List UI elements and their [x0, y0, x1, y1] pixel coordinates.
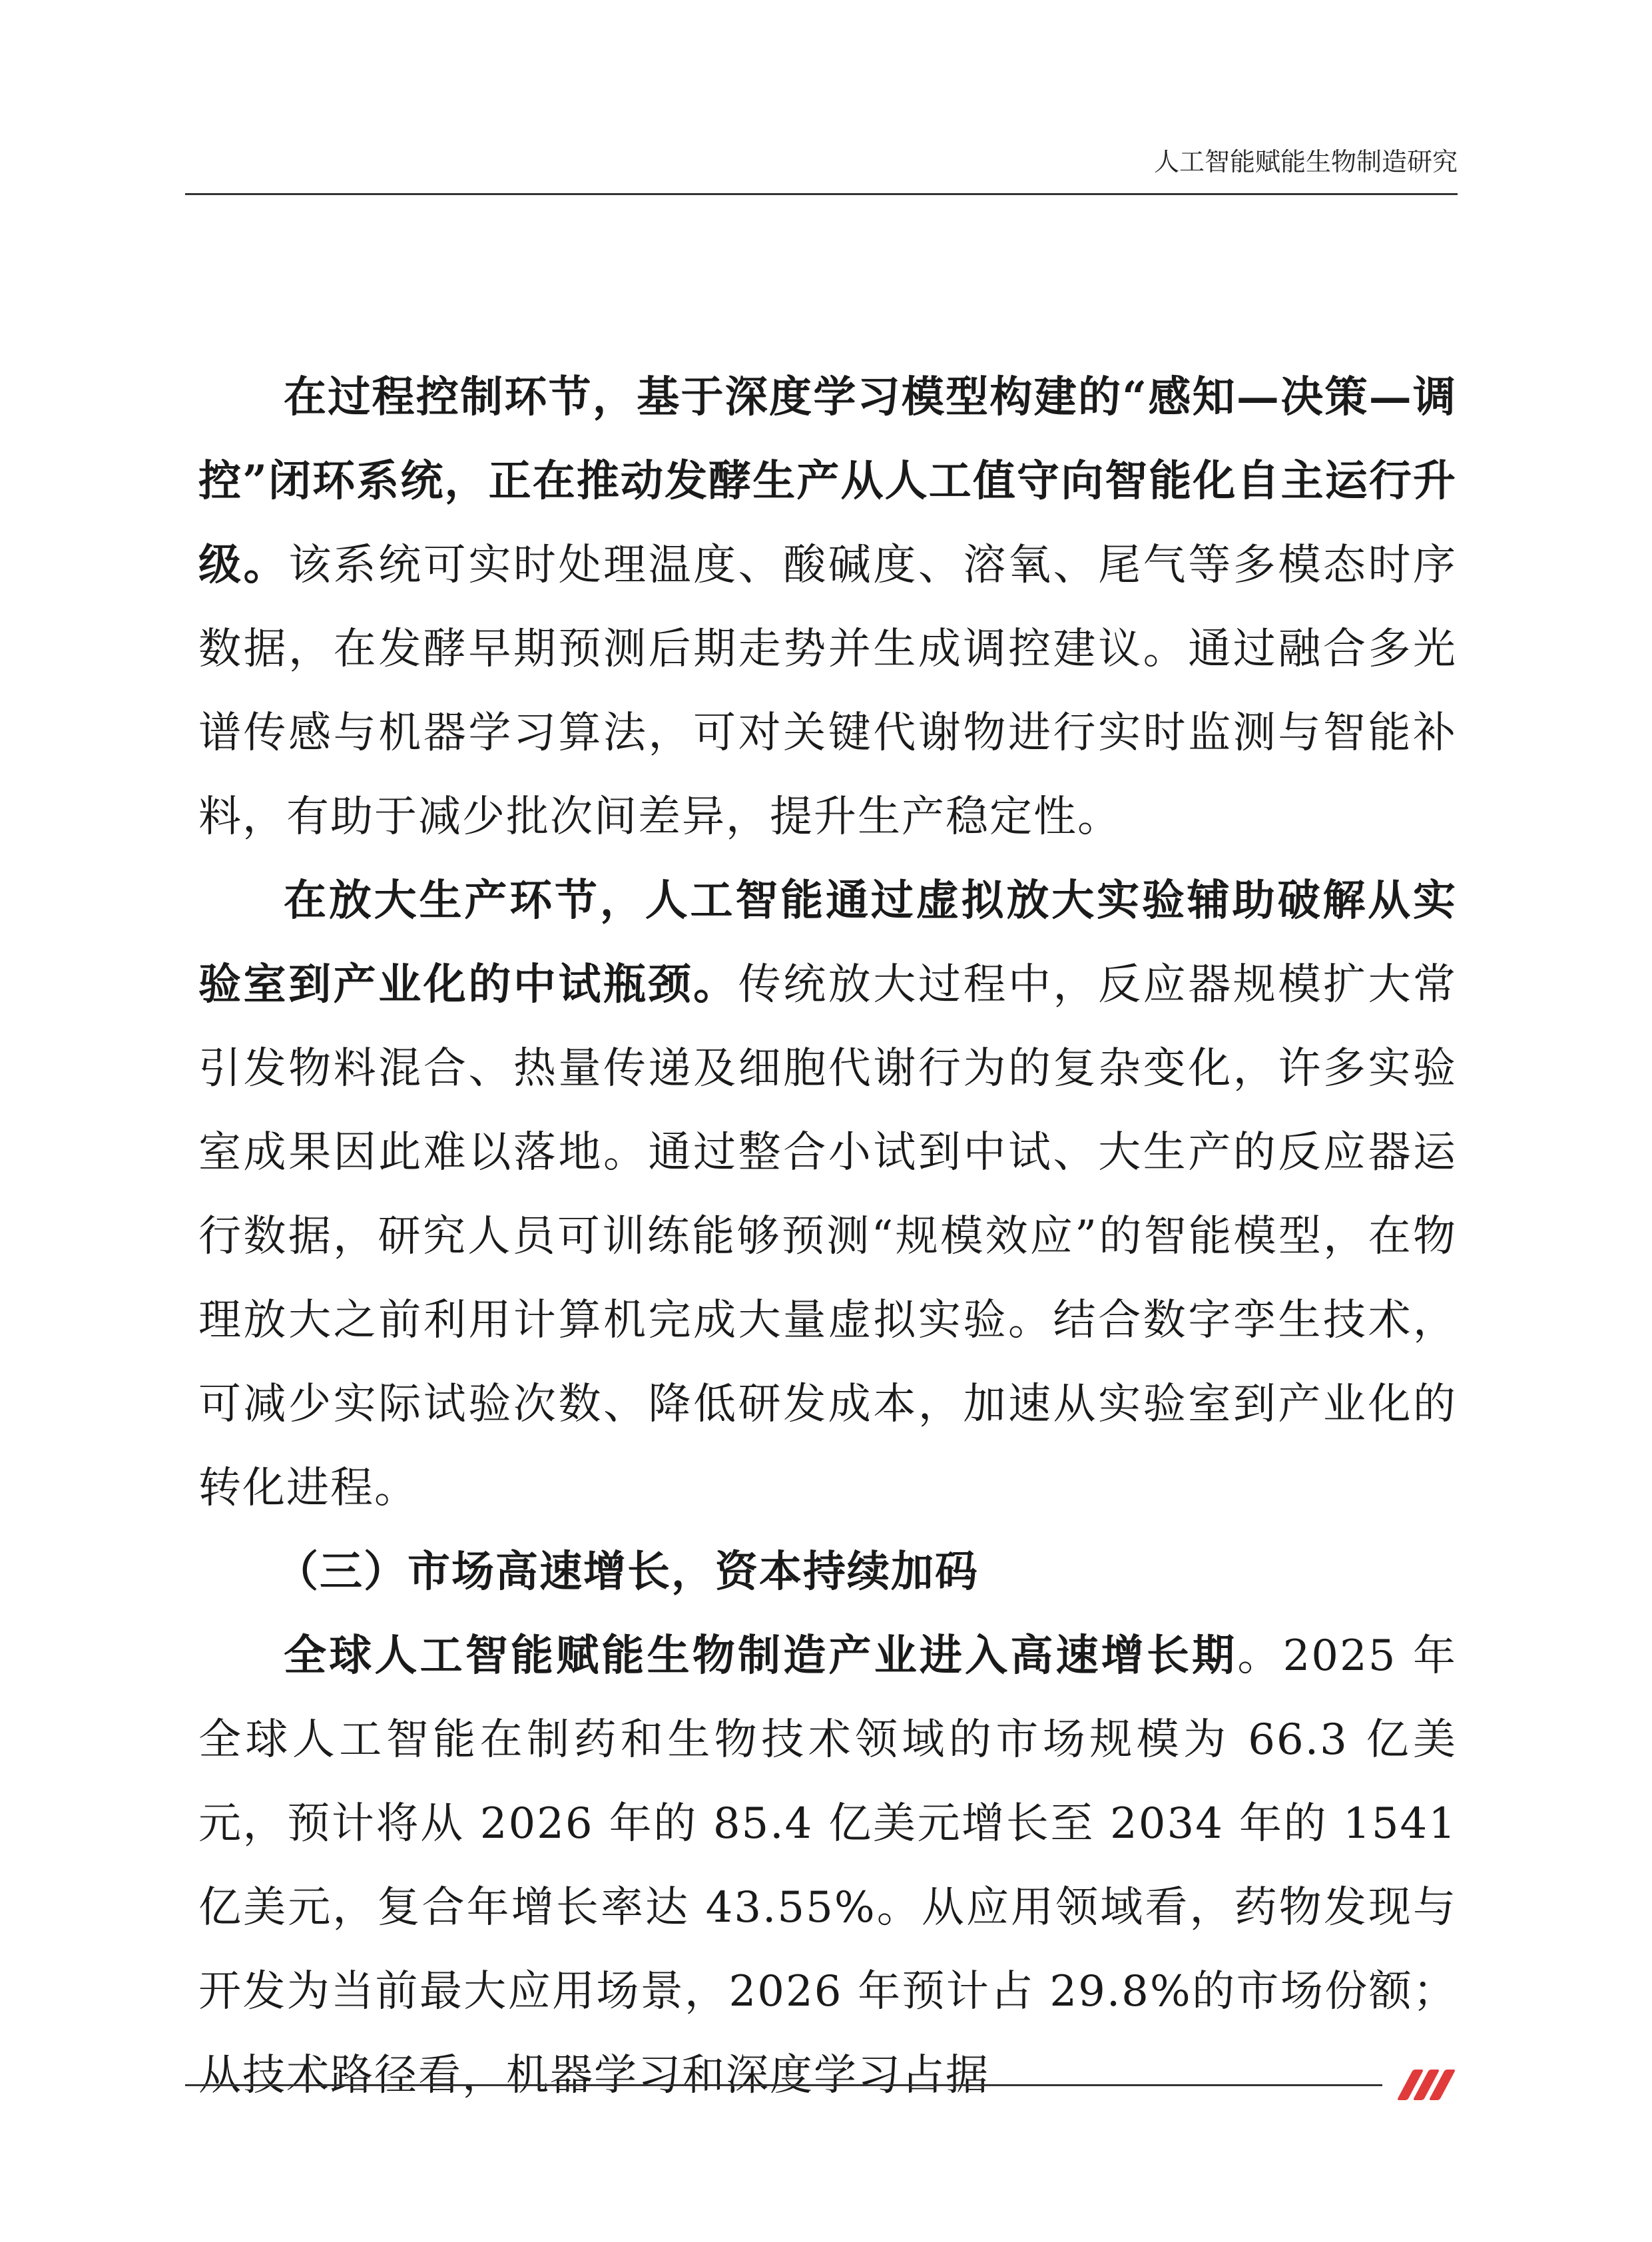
footer-divider [185, 2084, 1382, 2086]
paragraph-market-growth [198, 1614, 1457, 2117]
paragraph-text: 传统放大过程中，反应器规模扩大常引发物料混合、热量传递及细胞代谢行为的复杂变化，许多实验室成果因此难以落地。通过整合小试到中试、大生产的反应器运行数据，研究人员可训练能够预测“规模效应”的智能模型，在物理放大之前利用计算机完成大量虚拟实验。结合数字孪生技术，可减少实际试验次数、降低研发成本，加速从实验室到产业化的转化进程。 [198, 960, 1458, 1513]
paragraph-lead: 全球人工智能赋能生物制造产业进入高速增长期 [284, 1631, 1238, 1681]
slash-stripes-icon [1398, 2070, 1462, 2100]
header-divider [185, 193, 1458, 195]
paragraph-lead: 在过程控制环节，基于深度学习模型构建的“感知—决策—调控”闭环系统，正在推动发酵生产从人工值守向智能化自主运行升级。 [198, 372, 1457, 590]
paragraph-text: 该系统可实时处理温度、酸碱度、溶氧、尾气等多模态时序数据，在发酵早期预测后期走势并生成调控建议。通过融合多光谱传感与机器学习算法，可对关键代谢物进行实时监测与智能补料，有助于减少批次间差异，提升生产稳定性。 [198, 541, 1458, 842]
paragraph-text: 。2025 年全球人工智能在制药和生物技术领域的市场规模为 66.3 亿美元，预计将从 2026 年的 85.4 亿美元增长至 2034 年的 1541 亿美元，复合年增长率达 43.55%。从应用领域看，药物发现与开发为当前最大应用场景，2026 年预计占 29.8%的市场份额；从技术路径看，机器学习和深度学习占据 [198, 1631, 1458, 2100]
paragraph-lead: 在放大生产环节，人工智能通过虚拟放大实验辅助破解从实验室到产业化的中试瓶颈。 [198, 876, 1457, 1009]
document-body [198, 356, 1457, 2117]
paragraph-process-control [198, 356, 1457, 859]
paragraph-scale-up [198, 859, 1457, 1530]
section-heading: （三）市场高速增长，资本持续加码 [276, 1547, 979, 1597]
running-header-title: 人工智能赋能生物制造研究 [1153, 147, 1458, 176]
